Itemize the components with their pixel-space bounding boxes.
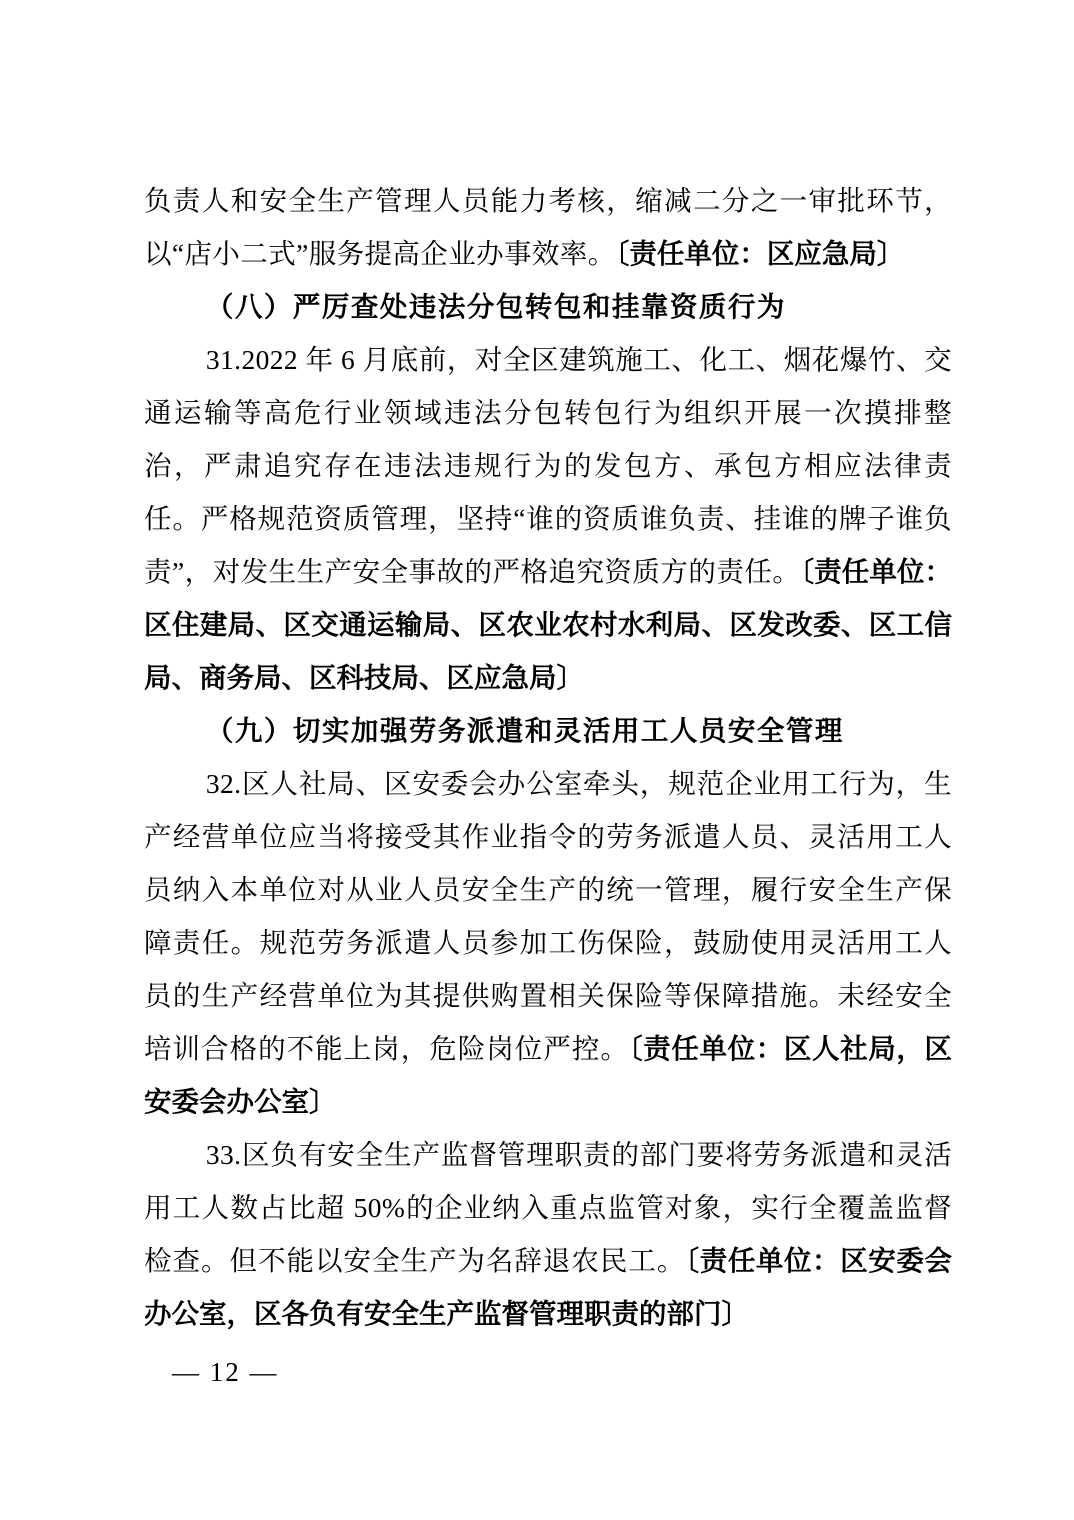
text-run: （八）严厉查处违法分包转包和挂靠资质行为 [205,291,786,322]
paragraph [144,174,952,280]
text-run: 32.区人社局、区安委会办公室牵头，规范企业用工行为，生产经营单位应当将接受其作业指令的劳务派遣人员、灵活用工人员纳入本单位对从业人员安全生产的统一管理，履行安全生产保障责任。规范劳务派遣人员参加工伤保险，鼓励使用灵活用工人员的生产经营单位为其提供购置相关保险等保障措施。未经安全培训合格的不能上岗，危险岗位严控。 [144,768,952,1064]
section-heading [144,704,952,757]
responsibility-unit-note: 〔责任单位：区人社局，区安委会办公室〕 [144,1033,952,1117]
document-body [144,174,952,1340]
paragraph [144,757,952,1128]
text-run: （九）切实加强劳务派遣和灵活用工人员安全管理 [205,715,844,746]
responsibility-unit-note: 〔责任单位：区住建局、区交通运输局、区农业农村水利局、区发改委、区工信局、商务局、区科技局、区应急局〕 [144,556,952,693]
paragraph [144,1128,952,1340]
paragraph [144,333,952,704]
section-heading [144,280,952,333]
page-footer [172,1352,279,1392]
text-run: 负责人和安全生产管理人员能力考核，缩减二分之一审批环节，以“店小二式”服务提高企业办事效率。 [144,185,952,269]
text-run: 33.区负有安全生产监督管理职责的部门要将劳务派遣和灵活用工人数占比超 50%的企业纳入重点监管对象，实行全覆盖监督检查。但不能以安全生产为名辞退农民工。 [144,1139,952,1276]
responsibility-unit-note: 〔责任单位：区应急局〕 [615,238,905,269]
text-run: 31.2022 年 6 月底前，对全区建筑施工、化工、烟花爆竹、交通运输等高危行业领域违法分包转包行为组织开展一次摸排整治，严肃追究存在违法违规行为的发包方、承包方相应法律责任。严格规范资质管理，坚持“谁的资质谁负责、挂谁的牌子谁负责”，对发生生产安全事故的严格追究资质方的责任。 [144,344,952,587]
responsibility-unit-note: 〔责任单位：区安委会办公室，区各负有安全生产监督管理职责的部门〕 [144,1245,952,1329]
page-number: — 12 — [172,1357,279,1387]
